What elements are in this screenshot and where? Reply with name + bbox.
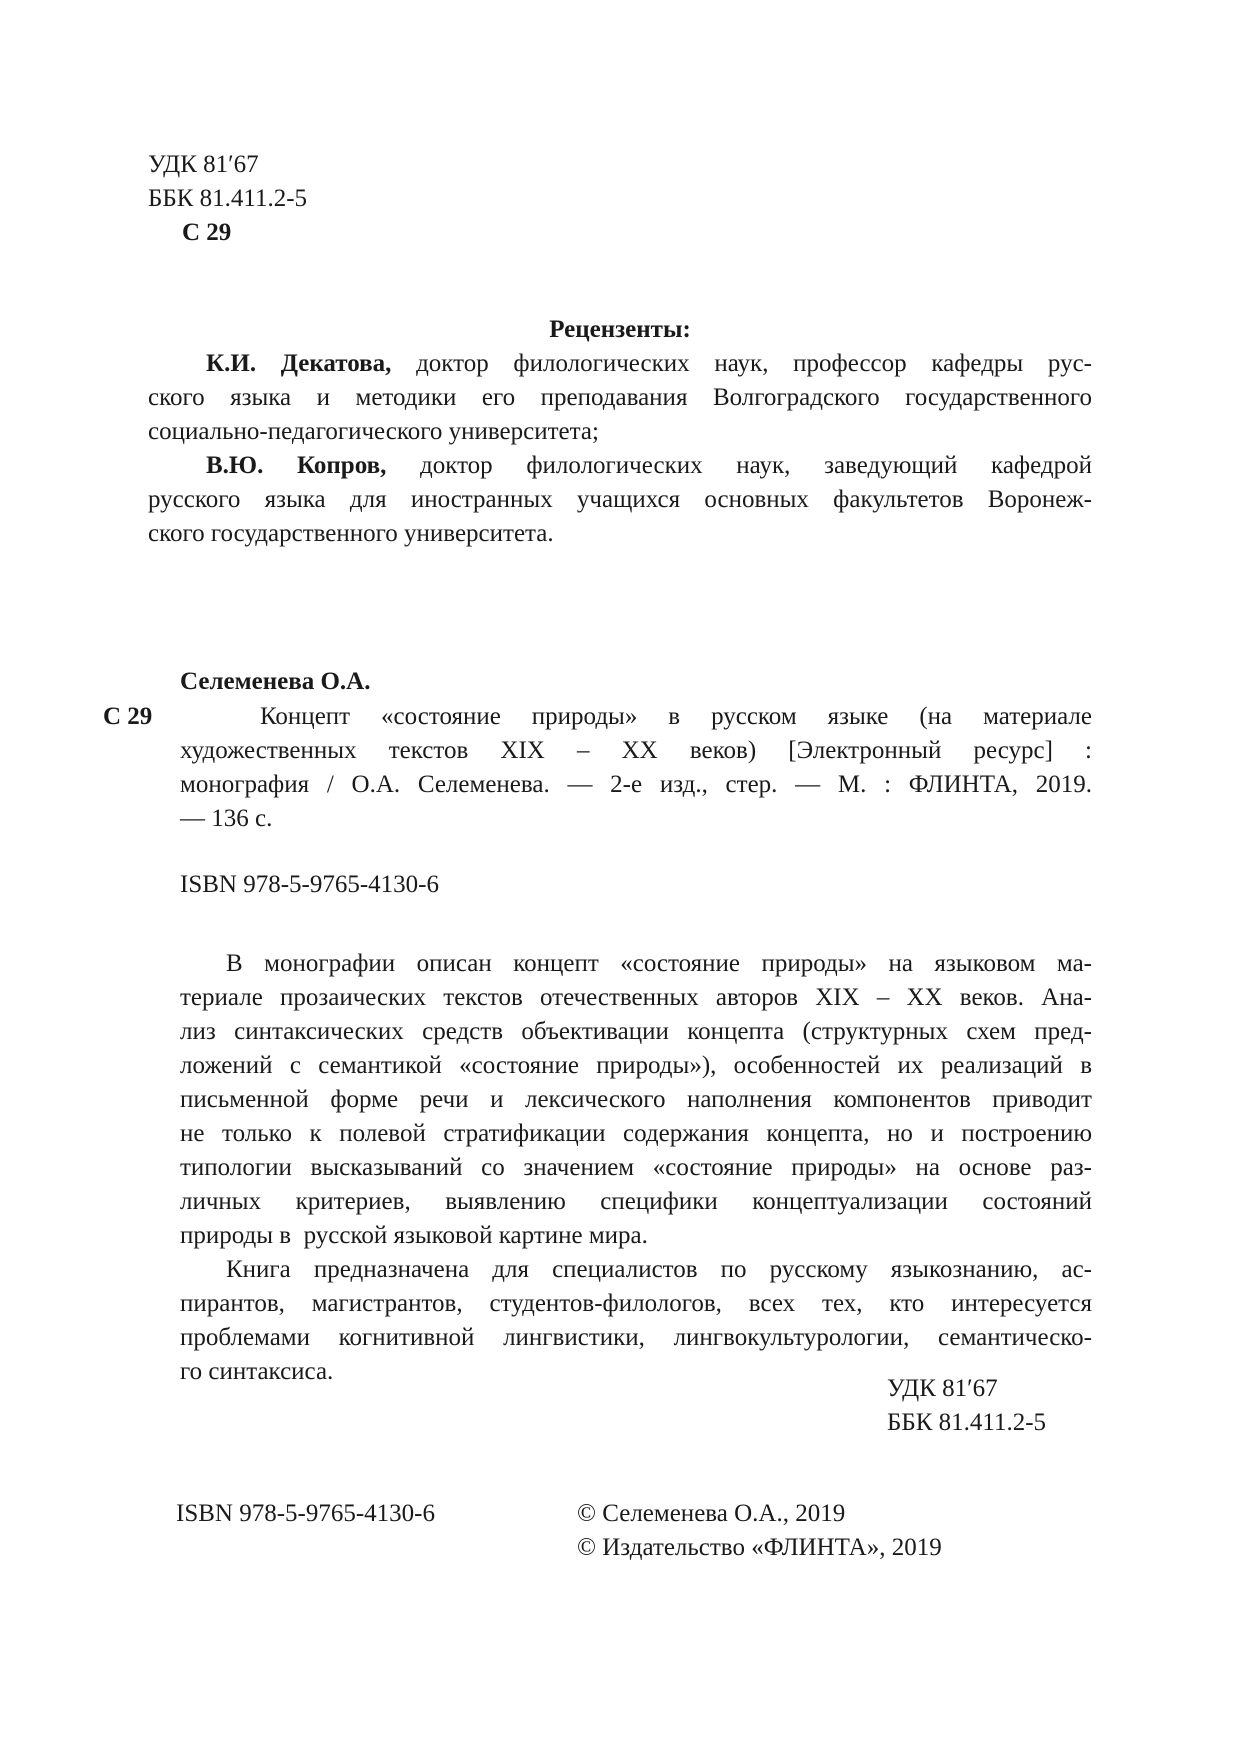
- reviewer-1-line3: социально-педагогического университета;: [148, 418, 599, 445]
- reviewer-1-name: К.И. Декатова,: [206, 350, 392, 377]
- abstract-paragraph-2: [180, 1253, 1092, 1389]
- reviewers-title: Рецензенты:: [549, 316, 691, 343]
- reviewer-2: [148, 449, 1092, 551]
- entry-mark: С 29: [103, 703, 153, 730]
- entry-description: [180, 700, 1092, 836]
- abstract-p1-line: письменной форме речи и лексического наполнения компонентов приводит: [180, 1086, 1092, 1113]
- footer-udk: УДК 81′67: [887, 1375, 998, 1402]
- abstract: [180, 947, 1092, 1389]
- abstract-p1-line: типологии высказываний со значением «состояние природы» на основе раз-: [180, 1154, 1092, 1181]
- header-codes: [148, 148, 448, 250]
- copyright-block: [577, 1497, 942, 1565]
- abstract-p1-line: лиз синтаксических средств объективации концепта (структурных схем пред-: [180, 1018, 1092, 1045]
- reviewer-1-line1: К.И. Декатова, доктор филологических наук, профессор кафедры рус-: [206, 350, 1093, 377]
- entry-line4: — 136 с.: [180, 805, 273, 832]
- abstract-p1-line: териале прозаических текстов отечественных авторов XIX – XX веков. Ана-: [180, 984, 1092, 1011]
- footer-codes: [887, 1372, 1046, 1440]
- reviewer-1-line2: ского языка и методики его преподавания Волгоградского государственного: [148, 384, 1092, 411]
- reviewer-2-line3: ского государственного университета.: [148, 520, 554, 547]
- reviewers-block: [148, 313, 1092, 551]
- footer-isbn: ISBN 978-5-9765-4130-6: [176, 1500, 436, 1527]
- abstract-p1-line: В монографии описан концепт «состояние природы» на языковом ма-: [226, 950, 1092, 977]
- abstract-paragraph-1: [180, 947, 1092, 1253]
- entry-line1: Концепт «состояние природы» в русском языке (на материале: [260, 703, 1092, 730]
- abstract-p2-line: го синтаксиса.: [180, 1358, 334, 1385]
- bbk-code: ББК 81.411.2-5: [148, 185, 308, 212]
- entry-isbn: ISBN 978-5-9765-4130-6: [180, 871, 440, 898]
- abstract-p1-line: природы в русской языковой картине мира.: [180, 1222, 648, 1249]
- reviewer-2-line2: русского языка для иностранных учащихся основных факультетов Воронеж-: [148, 486, 1092, 513]
- abstract-p2-line: проблемами когнитивной лингвистики, лингвокультурологии, семантическо-: [180, 1324, 1092, 1351]
- entry-line3: монография / О.А. Селеменева. — 2-е изд., стер. — М. : ФЛИНТА, 2019.: [180, 771, 1092, 798]
- entry-author: Селеменева О.А.: [180, 668, 371, 695]
- copyright-publisher: © Издательство «ФЛИНТА», 2019: [577, 1534, 942, 1561]
- udk-code: УДК 81′67: [148, 151, 259, 178]
- reviewer-2-line1: В.Ю. Копров, доктор филологических наук, заведующий кафедрой: [206, 452, 1092, 479]
- abstract-p1-line: не только к полевой стратификации содержания концепта, но и построению: [180, 1120, 1092, 1147]
- author-mark: С 29: [182, 219, 232, 246]
- abstract-p1-line: ложений с семантикой «состояние природы»), особенностей их реализаций в: [180, 1052, 1092, 1079]
- abstract-p2-line: Книга предназначена для специалистов по русскому языкознанию, ас-: [226, 1256, 1092, 1283]
- footer-bbk: ББК 81.411.2-5: [887, 1409, 1047, 1436]
- entry-line2: художественных текстов XIX – XX веков) [Электронный ресурс] :: [180, 737, 1092, 764]
- abstract-p2-line: пирантов, магистрантов, студентов-филологов, всех тех, кто интересуется: [180, 1290, 1092, 1317]
- abstract-p1-line: личных критериев, выявлению специфики концептуализации состояний: [180, 1188, 1092, 1215]
- copyright-author: © Селеменева О.А., 2019: [577, 1500, 846, 1527]
- reviewer-2-name: В.Ю. Копров,: [206, 452, 387, 479]
- reviewer-1: [148, 347, 1092, 449]
